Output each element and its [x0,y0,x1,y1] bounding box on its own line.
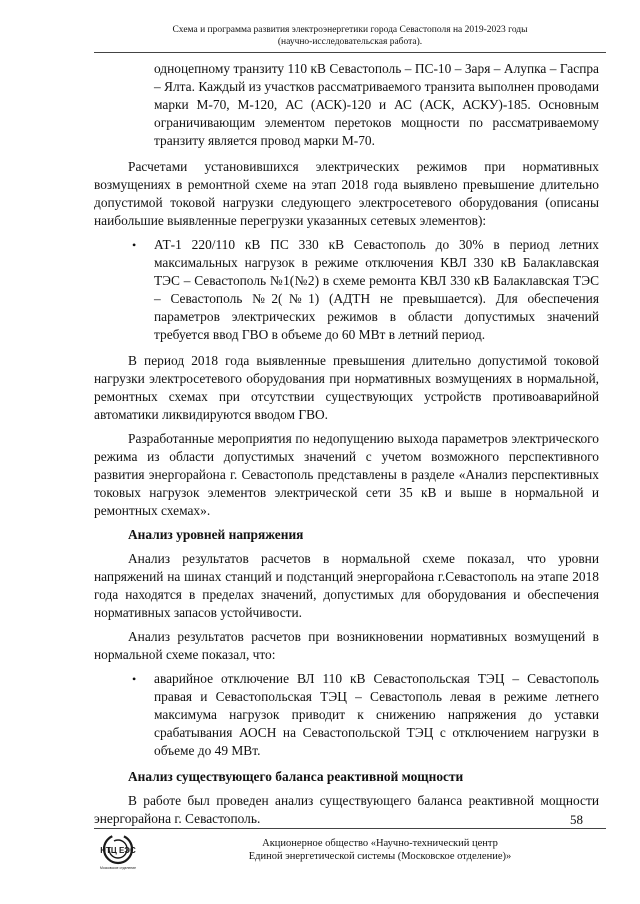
document-body [94,60,599,834]
paragraph-voltage-disturbance: Анализ результатов расчетов при возникновении нормативных возмущений в нормальной схеме показал, что: [94,629,599,662]
footer-company-line2: Единой энергетической системы (Московское отделение)» [248,851,512,862]
paragraph-2018-period: В период 2018 года выявленные превышения длительно допустимой токовой нагрузки электросетевого оборудования при нормативных возмущениях в нормальной, ремонтных схемах при отсутствии существующих устройств противоаварийной автоматики ликвидируются вводом ГВО. [94,353,599,422]
bullet-text: АТ-1 220/110 кВ ПС 330 кВ Севастополь до 30% в период летних максимальных нагрузок в режиме отключения КВЛ 330 кВ Балаклавская ТЭС – Севастополь №1(№2) в схеме ремонта КВЛ 330 кВ Балаклавская ТЭС – Севастополь №2(№1) (АДТН не превышается). Для обеспечения параметров электрических режимов в области допустимых значений требуется ввод ГВО в объеме до 60 МВт в летний период. [154,237,599,342]
company-logo-icon [95,829,141,875]
bullet-item-at1 [94,236,599,344]
header-title: Схема и программа развития электроэнергетики города Севастополя на 2019-2023 годы [172,25,528,35]
page-number: 58 [570,812,583,827]
footer-divider [94,828,606,829]
page-footer [190,837,570,863]
bullet-icon: • [132,238,137,252]
section-heading-reactive: Анализ существующего баланса реактивной мощности [128,769,464,784]
paragraph-reactive-balance: В работе был проведен анализ существующего баланса реактивной мощности энергорайона г. Севастополь. [94,793,599,826]
bullet-text: аварийное отключение ВЛ 110 кВ Севастопольская ТЭЦ – Севастополь правая и Севастопольская ТЭЦ – Севастополь левая в режиме летнего максимума нагрузок приводит к снижению напряжения до уставки срабатывания АОСН на Севастопольской ТЭЦ с отключением нагрузки в объеме до 49 МВт. [154,671,599,758]
bullet-item-emergency [94,670,599,760]
section-heading-voltage: Анализ уровней напряжения [128,527,304,542]
bullet-icon: • [132,672,137,686]
paragraph-measures: Разработанные мероприятия по недопущению выхода параметров электрического режима из области допустимых значений с учетом возможного перспективного развития энергорайона г. Севастополь представлены в разделе «Анализ перспективных токовых нагрузок элементов электрической сети 35 кВ и выше в нормальной и ремонтных схемах». [94,431,599,518]
logo-subtext: Московское отделение [99,866,137,870]
continued-bullet-text: одноцепному транзиту 110 кВ Севастополь – ПС-10 – Заря – Алупка – Гаспра – Ялта. Каждый из участков рассматриваемого транзита выполнен проводами марки М-70, М-120, АС (АСК)-120 и АС (АСК, АСКУ)-185. Основным ограничивающим элементом перетоков мощности по рассматриваемому транзиту является провод марки М-70. [154,61,599,148]
footer-company-line1: Акционерное общество «Научно-технический центр [262,838,498,849]
logo-text: НТЦ ЕЭС [100,846,136,855]
paragraph-voltage-normal: Анализ результатов расчетов в нормальной схеме показал, что уровни напряжений на шинах станций и подстанций энергорайона г.Севастополь на этапе 2018 года находятся в пределах значений, допустимых для оборудования и обеспечения нормативных запасов устойчивости. [94,551,599,620]
paragraph-calculations: Расчетами установившихся электрических режимов при нормативных возмущениях в ремонтной схеме на этап 2018 года выявлено превышение длительно допустимой токовой нагрузки следующего электросетевого оборудования (описаны наибольшие выявленные перегрузки указанных сетевых элементов): [94,159,599,228]
header-subtitle: (научно-исследовательская работа). [277,37,423,47]
header-divider [94,52,606,53]
page-header [100,24,600,48]
